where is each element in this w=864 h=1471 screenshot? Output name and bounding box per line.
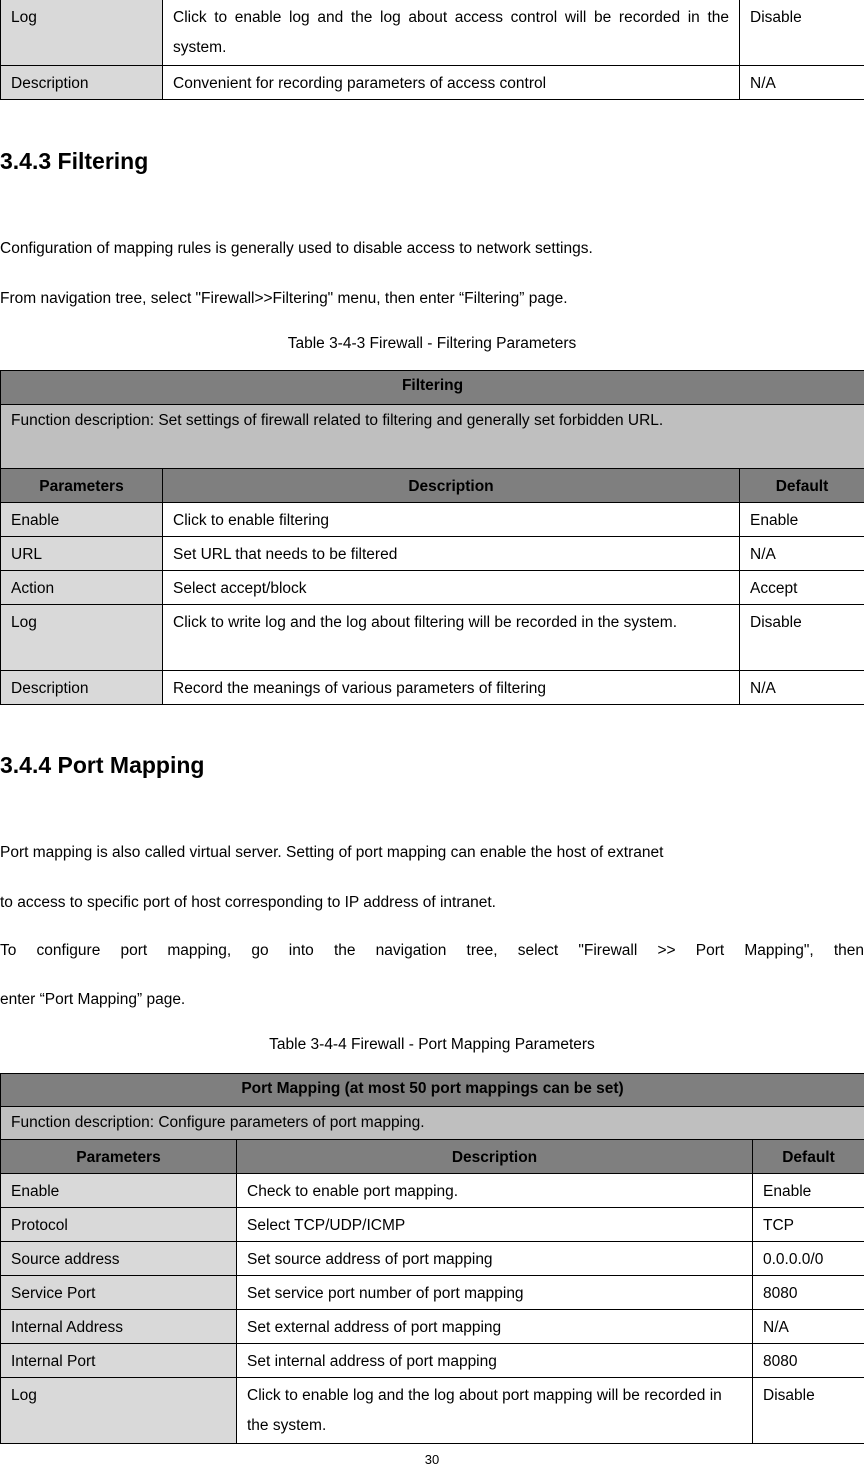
port-mapping-parameters-table [0,1073,864,1444]
table-row [1,503,864,537]
default-cell: Enable [740,503,864,537]
table-row [1,605,864,671]
desc-cell: Set external address of port mapping [237,1310,753,1344]
function-description-row [1,405,864,469]
default-cell: TCP [753,1208,864,1242]
param-cell: Internal Address [1,1310,237,1344]
desc-cell: Click to enable log and the log about access control will be recorded in the system. [163,0,740,66]
param-cell: Log [1,1378,237,1444]
section-heading-port-mapping: 3.4.4 Port Mapping [0,752,205,778]
paragraph: to access to specific port of host corresponding to IP address of intranet. [0,894,496,911]
default-cell: N/A [740,66,864,100]
table-caption: Table 3-4-4 Firewall - Port Mapping Parameters [269,1036,595,1053]
column-header: Description [163,469,740,503]
param-cell: Action [1,571,163,605]
table-header [1,371,864,405]
access-control-table-continued [0,0,864,100]
table-row [1,1378,864,1444]
default-cell: 8080 [753,1344,864,1378]
function-description: Function description: Set settings of firewall related to filtering and generally set forbidden URL. [1,405,864,469]
column-header: Parameters [1,469,163,503]
desc-cell: Select TCP/UDP/ICMP [237,1208,753,1242]
param-cell: Source address [1,1242,237,1276]
default-cell: N/A [740,537,864,571]
section-heading-filtering: 3.4.3 Filtering [0,148,149,174]
table-row [1,1310,864,1344]
table-header [1,1074,864,1107]
desc-cell: Click to write log and the log about filtering will be recorded in the system. [163,605,740,671]
table-row [1,1208,864,1242]
param-cell: Enable [1,1174,237,1208]
desc-cell: Convenient for recording parameters of access control [163,66,740,100]
param-cell: Log [1,605,163,671]
default-cell: Disable [753,1378,864,1444]
param-cell: Log [1,0,163,66]
column-header: Default [740,469,864,503]
desc-cell: Set internal address of port mapping [237,1344,753,1378]
table-row [1,1174,864,1208]
desc-cell: Set service port number of port mapping [237,1276,753,1310]
desc-cell: Check to enable port mapping. [237,1174,753,1208]
paragraph: Port mapping is also called virtual server. Setting of port mapping can enable the host of extranet [0,844,664,861]
desc-cell: Record the meanings of various parameters of filtering [163,671,740,705]
default-cell: Accept [740,571,864,605]
table-caption: Table 3-4-3 Firewall - Filtering Parameters [287,335,577,352]
column-header: Default [753,1140,864,1174]
paragraph: To configure port mapping, go into the navigation tree, select "Firewall >> Port Mapping", then [0,942,864,959]
param-cell: URL [1,537,163,571]
table-row [1,671,864,705]
param-cell: Internal Port [1,1344,237,1378]
page-number: 30 [424,1452,440,1467]
paragraph: Configuration of mapping rules is generally used to disable access to network settings. [0,240,593,257]
default-cell: Disable [740,0,864,66]
param-cell: Description [1,671,163,705]
param-cell: Description [1,66,163,100]
column-header-row [1,469,864,503]
paragraph: enter “Port Mapping” page. [0,991,186,1008]
param-cell: Enable [1,503,163,537]
table-row [1,1242,864,1276]
desc-cell: Set URL that needs to be filtered [163,537,740,571]
table-row [1,537,864,571]
function-description: Function description: Configure parameters of port mapping. [1,1107,864,1140]
paragraph: From navigation tree, select "Firewall>>Filtering" menu, then enter “Filtering” page. [0,290,568,307]
table-row [1,1276,864,1310]
function-description-row [1,1107,864,1140]
column-header: Parameters [1,1140,237,1174]
desc-cell: Set source address of port mapping [237,1242,753,1276]
table-row [1,1344,864,1378]
filtering-parameters-table [0,370,864,705]
param-cell: Service Port [1,1276,237,1310]
param-cell: Protocol [1,1208,237,1242]
desc-cell: Click to enable log and the log about port mapping will be recorded in the system. [237,1378,753,1444]
column-header: Description [237,1140,753,1174]
table-row [1,571,864,605]
default-cell: Disable [740,605,864,671]
desc-cell: Select accept/block [163,571,740,605]
default-cell: N/A [740,671,864,705]
default-cell: 8080 [753,1276,864,1310]
table-title: Port Mapping (at most 50 port mappings can be set) [1,1074,864,1107]
default-cell: N/A [753,1310,864,1344]
table-row [1,0,864,66]
table-row [1,66,864,100]
desc-cell: Click to enable filtering [163,503,740,537]
table-title: Filtering [1,371,864,405]
default-cell: Enable [753,1174,864,1208]
column-header-row [1,1140,864,1174]
default-cell: 0.0.0.0/0 [753,1242,864,1276]
